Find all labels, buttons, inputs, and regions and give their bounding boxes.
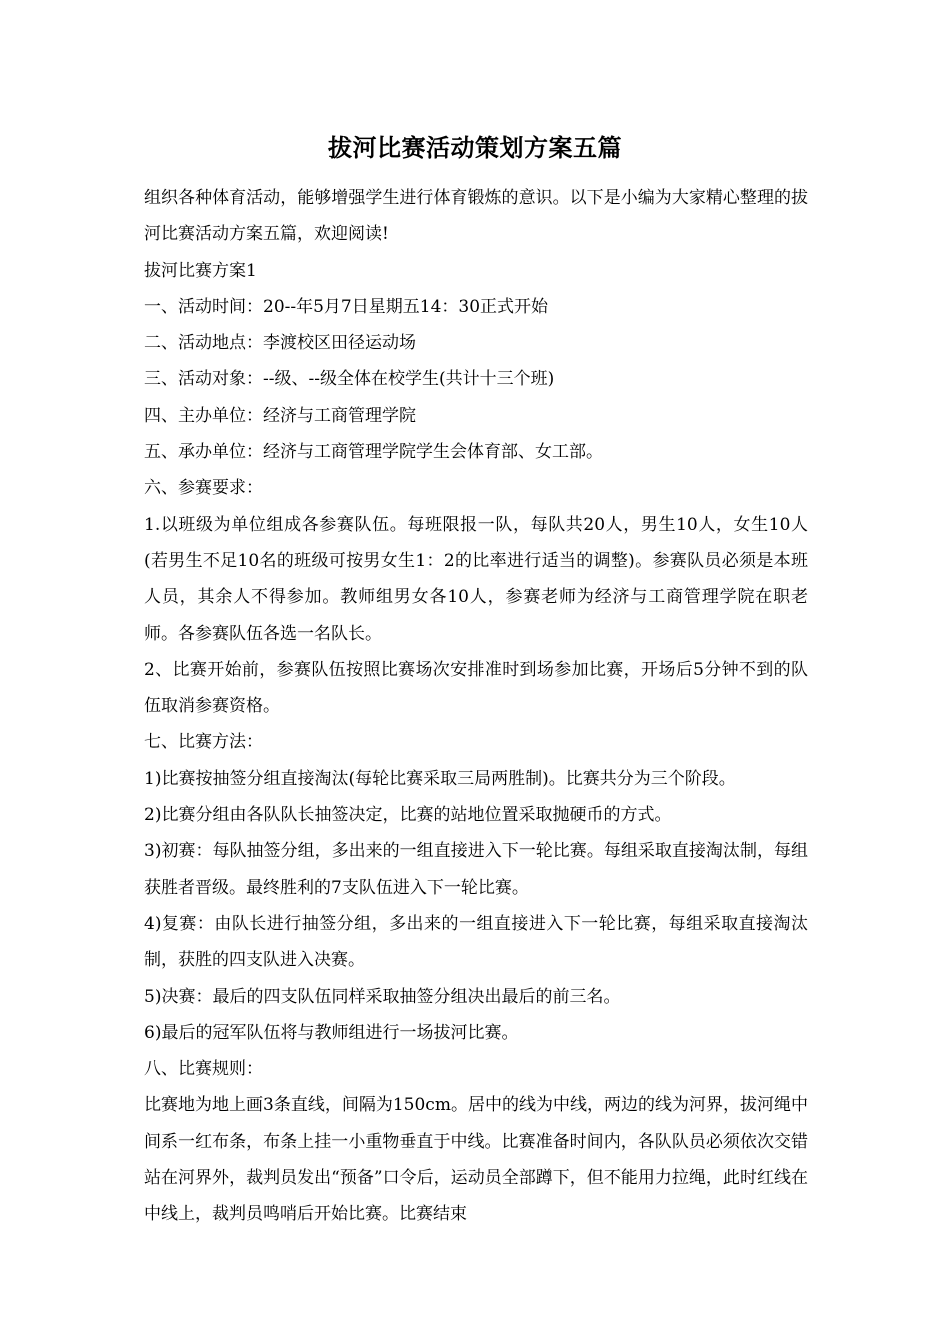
activity-location: 二、活动地点：李渡校区田径运动场: [144, 333, 416, 354]
plan-heading: 拔河比赛方案1: [144, 260, 257, 281]
section-heading-rules: 八、比赛规则：: [144, 1059, 263, 1080]
section-heading-methods: 七、比赛方法：: [144, 732, 263, 753]
method-1: 1)比赛按抽签分组直接淘汰(每轮比赛采取三局两胜制)。比赛共分为三个阶段。: [144, 768, 736, 789]
co-organizer: 五、承办单位：经济与工商管理学院学生会体育部、女工部。: [144, 442, 603, 463]
rules-paragraph: 比赛地为地上画3条直线，间隔为150cm。居中的线为中线，两边的线为河界，拔河绳中间系一红布条，布条上挂一小重物垂直于中线。比赛准备时间内，各队队员必须依次交错站在河界外，裁判员发出“预备”口令后，运动员全部蹲下，但不能用力拉绳，此时红线在中线上，裁判员鸣哨后开始比赛。比赛结束: [144, 1095, 808, 1225]
requirement-2: 2、比赛开始前，参赛队伍按照比赛场次安排准时到场参加比赛，开场后5分钟不到的队伍取消参赛资格。: [144, 659, 808, 717]
method-2: 2)比赛分组由各队队长抽签决定，比赛的站地位置采取抛硬币的方式。: [144, 805, 672, 826]
method-5: 5)决赛：最后的四支队伍同样采取抽签分组决出最后的前三名。: [144, 986, 621, 1007]
method-6: 6)最后的冠军队伍将与教师组进行一场拔河比赛。: [144, 1022, 519, 1043]
document-title: 拔河比赛活动策划方案五篇: [328, 133, 622, 162]
activity-time: 一、活动时间：20--年5月7日星期五14：30正式开始: [144, 296, 549, 317]
method-4: 4)复赛：由队长进行抽签分组，多出来的一组直接进入下一轮比赛，每组采取直接淘汰制，获胜的四支队进入决赛。: [144, 913, 808, 971]
requirement-1: 1.以班级为单位组成各参赛队伍。每班限报一队，每队共20人，男生10人，女生10人(若男生不足10名的班级可按男女生1：2的比率进行适当的调整)。参赛队员必须是本班人员，其余人不得参加。教师组男女各10人，参赛老师为经济与工商管理学院在职老师。各参赛队伍各选一名队长。: [144, 514, 808, 644]
intro-paragraph: 组织各种体育活动，能够增强学生进行体育锻炼的意识。以下是小编为大家精心整理的拔河比赛活动方案五篇，欢迎阅读!: [144, 188, 808, 245]
activity-target: 三、活动对象：--级、--级全体在校学生(共计十三个班): [144, 369, 555, 390]
method-3: 3)初赛：每队抽签分组，多出来的一组直接进入下一轮比赛。每组采取直接淘汰制，每组获胜者晋级。最终胜利的7支队伍进入下一轮比赛。: [144, 841, 808, 898]
organizer: 四、主办单位：经济与工商管理学院: [144, 405, 416, 426]
document-body: [144, 180, 808, 1233]
section-heading-requirements: 六、参赛要求：: [144, 478, 263, 499]
